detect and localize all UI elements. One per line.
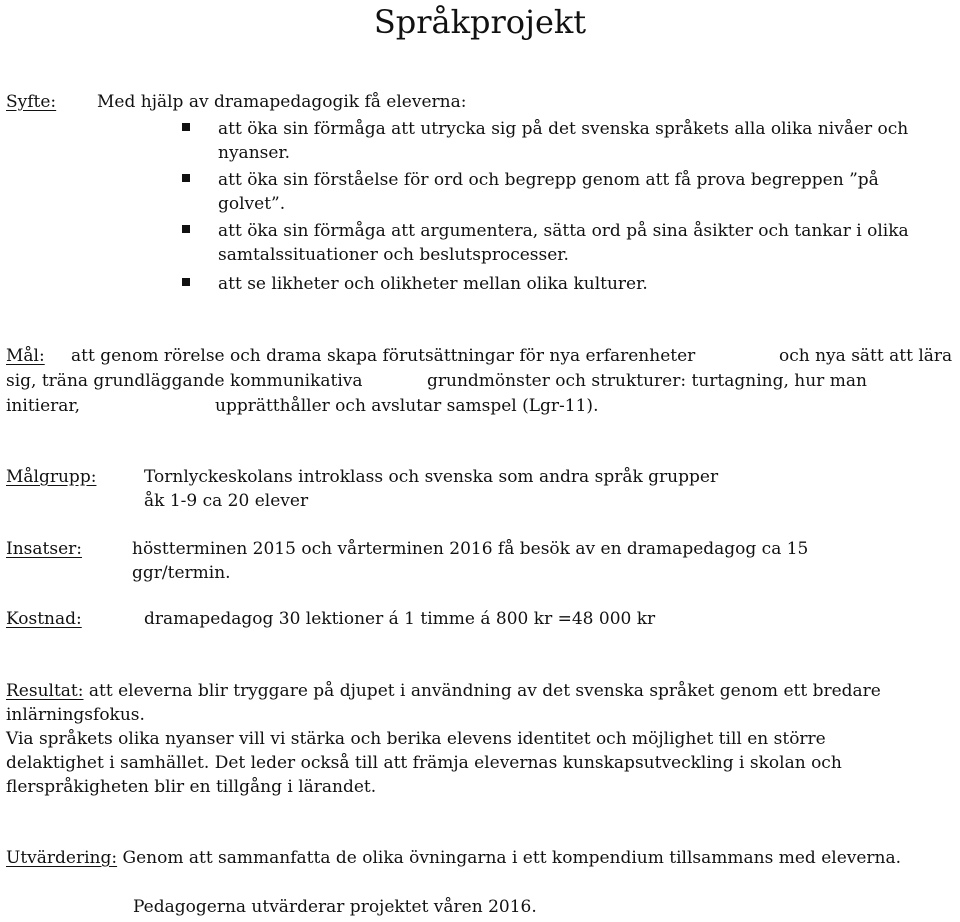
syfte-bullet-4-line-1: att se likheter och olikheter mellan olika kulturer. <box>218 274 648 294</box>
mal-line-1b: och nya sätt att lära <box>779 346 953 366</box>
resultat-line-3: Via språkets olika nyanser vill vi stärka och berika elevens identitet och möjlighet till en större <box>6 729 826 749</box>
mal-line-2b: grundmönster och strukturer: turtagning, hur man <box>427 371 867 391</box>
resultat-line-5: flerspråkigheten blir en tillgång i lärandet. <box>6 777 377 797</box>
bullet-marker <box>182 225 190 233</box>
malgrupp-line-2: åk 1-9 ca 20 elever <box>144 491 309 511</box>
bullet-marker <box>182 123 190 131</box>
syfte-bullet-2-line-1: att öka sin förståelse för ord och begrepp genom att få prova begreppen ”på <box>218 170 879 190</box>
mal-line-3b: upprätthåller och avslutar samspel (Lgr-11). <box>215 396 599 416</box>
utvardering-label: Utvärdering: <box>6 848 118 868</box>
syfte-bullet-1-line-1: att öka sin förmåga att utrycka sig på det svenska språkets alla olika nivåer och <box>218 119 909 139</box>
resultat-line-4: delaktighet i samhället. Det leder också till att främja elevernas kunskapsutveckling i skolan och <box>6 753 842 773</box>
page-title: Språkprojekt <box>373 3 587 41</box>
insatser-line-1: höstterminen 2015 och vårterminen 2016 få besök av en dramapedagog ca 15 <box>132 539 809 559</box>
syfte-bullet-2-line-2: golvet”. <box>218 194 286 214</box>
utvardering-line <box>6 846 901 870</box>
bullet-marker <box>182 278 190 286</box>
resultat-line-1 <box>6 679 881 703</box>
syfte-intro: Med hjälp av dramapedagogik få eleverna: <box>97 92 467 112</box>
utvardering-text: Genom att sammanfatta de olika övningarna i ett kompendium tillsammans med eleverna. <box>122 848 902 868</box>
malgrupp-label: Målgrupp: <box>6 467 97 487</box>
resultat-line-2: inlärningsfokus. <box>6 705 145 725</box>
bullet-marker <box>182 174 190 182</box>
mal-line-2a: sig, träna grundläggande kommunikativa <box>6 371 363 391</box>
syfte-bullet-3-line-2: samtalssituationer och beslutsprocesser. <box>218 245 569 265</box>
syfte-label: Syfte: <box>6 92 57 112</box>
insatser-line-2: ggr/termin. <box>132 563 231 583</box>
syfte-bullet-1-line-2: nyanser. <box>218 143 291 163</box>
utvardering-note: Pedagogerna utvärderar projektet våren 2016. <box>133 897 537 917</box>
kostnad-label: Kostnad: <box>6 609 82 629</box>
mal-line-1a: att genom rörelse och drama skapa förutsättningar för nya erfarenheter <box>71 346 696 366</box>
syfte-bullet-3-line-1: att öka sin förmåga att argumentera, sätta ord på sina åsikter och tankar i olika <box>218 221 909 241</box>
malgrupp-line-1: Tornlyckeskolans introklass och svenska som andra språk grupper <box>144 467 719 487</box>
resultat-label: Resultat: <box>6 681 84 701</box>
insatser-label: Insatser: <box>6 539 82 559</box>
resultat-text-1: att eleverna blir tryggare på djupet i användning av det svenska språket genom ett bredare <box>88 681 881 701</box>
mal-line-3a: initierar, <box>6 396 81 416</box>
mal-label: Mål: <box>6 346 45 366</box>
kostnad-text: dramapedagog 30 lektioner á 1 timme á 800 kr =48 000 kr <box>144 609 656 629</box>
